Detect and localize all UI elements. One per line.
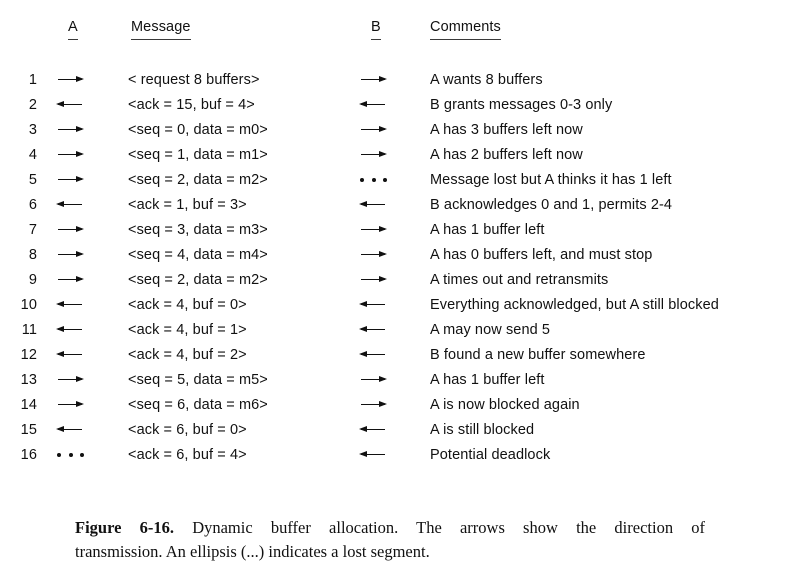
arrow-right-icon xyxy=(57,126,83,134)
message-text: <seq = 4, data = m4> xyxy=(128,246,268,263)
b-direction-cell xyxy=(360,422,430,438)
table-row xyxy=(0,142,786,167)
b-direction-cell xyxy=(360,397,430,413)
row-number: 7 xyxy=(28,221,37,238)
row-number: 6 xyxy=(28,196,37,213)
row-number: 8 xyxy=(28,246,37,263)
lost-segment-ellipsis-icon xyxy=(57,451,84,459)
table-row xyxy=(0,417,786,442)
row-number: 10 xyxy=(20,296,37,313)
table-row xyxy=(0,317,786,342)
row-number: 16 xyxy=(20,446,37,463)
arrow-right-icon xyxy=(360,76,386,84)
a-direction-cell xyxy=(37,197,128,213)
table-row xyxy=(0,67,786,92)
message-text: <seq = 0, data = m0> xyxy=(128,121,268,138)
row-number: 12 xyxy=(20,346,37,363)
message-text: <seq = 2, data = m2> xyxy=(128,271,268,288)
table-row xyxy=(0,292,786,317)
row-number: 9 xyxy=(28,271,37,288)
arrow-left-icon xyxy=(360,426,386,434)
comment-text: A is now blocked again xyxy=(430,396,580,413)
message-text: <seq = 2, data = m2> xyxy=(128,171,268,188)
table-header-row xyxy=(0,19,786,40)
comment-text: A has 3 buffers left now xyxy=(430,121,583,138)
comment-text: A has 1 buffer left xyxy=(430,371,545,388)
arrow-right-icon xyxy=(57,176,83,184)
arrow-left-icon xyxy=(57,326,83,334)
a-direction-cell xyxy=(37,347,128,363)
a-direction-cell xyxy=(37,147,128,163)
table-row xyxy=(0,217,786,242)
message-text: <ack = 1, buf = 3> xyxy=(128,196,247,213)
b-direction-cell xyxy=(360,322,430,338)
row-number: 1 xyxy=(28,71,37,88)
table-row xyxy=(0,167,786,192)
arrow-right-icon xyxy=(57,251,83,259)
arrow-left-icon xyxy=(360,326,386,334)
row-number: 5 xyxy=(28,171,37,188)
table-row xyxy=(0,242,786,267)
a-direction-cell xyxy=(37,172,128,188)
a-direction-cell xyxy=(37,97,128,113)
table-row xyxy=(0,392,786,417)
message-text: <ack = 4, buf = 2> xyxy=(128,346,247,363)
comment-text: B grants messages 0-3 only xyxy=(430,96,613,113)
message-text: <seq = 1, data = m1> xyxy=(128,146,268,163)
message-text: <seq = 3, data = m3> xyxy=(128,221,268,238)
arrow-left-icon xyxy=(360,101,386,109)
table-row xyxy=(0,192,786,217)
message-text: <ack = 4, buf = 0> xyxy=(128,296,247,313)
b-direction-cell xyxy=(360,122,430,138)
b-direction-cell xyxy=(360,72,430,88)
b-direction-cell xyxy=(360,297,430,313)
row-number: 13 xyxy=(20,371,37,388)
comment-text: A may now send 5 xyxy=(430,321,551,338)
arrow-right-icon xyxy=(57,401,83,409)
table-rows xyxy=(0,67,786,467)
a-direction-cell xyxy=(37,272,128,288)
b-direction-cell xyxy=(360,222,430,238)
table-row xyxy=(0,442,786,467)
lost-segment-ellipsis-icon xyxy=(360,176,387,184)
b-direction-cell xyxy=(360,347,430,363)
arrow-left-icon xyxy=(360,201,386,209)
message-text: <ack = 6, buf = 4> xyxy=(128,446,247,463)
arrow-right-icon xyxy=(360,251,386,259)
comment-text: B acknowledges 0 and 1, permits 2-4 xyxy=(430,196,673,213)
b-direction-cell xyxy=(360,447,430,463)
row-number: 15 xyxy=(20,421,37,438)
arrow-left-icon xyxy=(57,351,83,359)
figure-caption-line2: transmission. An ellipsis (...) indicates a lost segment. xyxy=(75,542,430,561)
message-text: <seq = 6, data = m6> xyxy=(128,396,268,413)
row-number: 14 xyxy=(20,396,37,413)
arrow-left-icon xyxy=(57,301,83,309)
table-row xyxy=(0,367,786,392)
a-direction-cell xyxy=(37,122,128,138)
b-direction-cell xyxy=(360,247,430,263)
figure-caption-label: Figure 6-16. xyxy=(75,518,174,537)
arrow-left-icon xyxy=(360,451,386,459)
arrow-right-icon xyxy=(57,76,83,84)
b-direction-cell xyxy=(360,147,430,163)
a-direction-cell xyxy=(37,222,128,238)
column-header-a: A xyxy=(68,19,78,40)
arrow-right-icon xyxy=(360,376,386,384)
arrow-right-icon xyxy=(360,126,386,134)
table-row xyxy=(0,342,786,367)
column-header-message: Message xyxy=(131,19,191,40)
arrow-left-icon xyxy=(57,101,83,109)
comment-text: A has 0 buffers left, and must stop xyxy=(430,246,653,263)
arrow-right-icon xyxy=(57,276,83,284)
figure-caption xyxy=(75,516,705,564)
a-direction-cell xyxy=(37,397,128,413)
a-direction-cell xyxy=(37,72,128,88)
arrow-left-icon xyxy=(57,201,83,209)
comment-text: Message lost but A thinks it has 1 left xyxy=(430,171,672,188)
comment-text: A has 1 buffer left xyxy=(430,221,545,238)
b-direction-cell xyxy=(360,97,430,113)
arrow-right-icon xyxy=(57,151,83,159)
arrow-right-icon xyxy=(360,276,386,284)
a-direction-cell xyxy=(37,422,128,438)
column-header-comments: Comments xyxy=(430,19,501,40)
row-number: 2 xyxy=(28,96,37,113)
table-row xyxy=(0,92,786,117)
comment-text: A has 2 buffers left now xyxy=(430,146,583,163)
comment-text: A times out and retransmits xyxy=(430,271,609,288)
message-text: < request 8 buffers> xyxy=(128,71,260,88)
arrow-left-icon xyxy=(57,426,83,434)
comment-text: Everything acknowledged, but A still blocked xyxy=(430,296,719,313)
arrow-right-icon xyxy=(360,401,386,409)
table-row xyxy=(0,267,786,292)
b-direction-cell xyxy=(360,172,430,188)
a-direction-cell xyxy=(37,247,128,263)
message-text: <ack = 4, buf = 1> xyxy=(128,321,247,338)
a-direction-cell xyxy=(37,372,128,388)
figure-caption-line1-text: Dynamic buffer allocation. The arrows show the direction of xyxy=(192,518,705,537)
arrow-right-icon xyxy=(57,376,83,384)
comment-text: Potential deadlock xyxy=(430,446,551,463)
a-direction-cell xyxy=(37,322,128,338)
row-number: 11 xyxy=(21,321,37,338)
b-direction-cell xyxy=(360,372,430,388)
b-direction-cell xyxy=(360,272,430,288)
arrow-right-icon xyxy=(360,226,386,234)
message-text: <seq = 5, data = m5> xyxy=(128,371,268,388)
comment-text: A is still blocked xyxy=(430,421,535,438)
message-text: <ack = 6, buf = 0> xyxy=(128,421,247,438)
comment-text: B found a new buffer somewhere xyxy=(430,346,646,363)
figure-caption-line1 xyxy=(75,516,705,540)
column-header-b: B xyxy=(371,19,381,40)
arrow-right-icon xyxy=(57,226,83,234)
message-text: <ack = 15, buf = 4> xyxy=(128,96,255,113)
arrow-left-icon xyxy=(360,301,386,309)
b-direction-cell xyxy=(360,197,430,213)
a-direction-cell xyxy=(37,447,128,463)
table-row xyxy=(0,117,786,142)
comment-text: A wants 8 buffers xyxy=(430,71,543,88)
arrow-right-icon xyxy=(360,151,386,159)
row-number: 3 xyxy=(28,121,37,138)
arrow-left-icon xyxy=(360,351,386,359)
a-direction-cell xyxy=(37,297,128,313)
row-number: 4 xyxy=(28,146,37,163)
